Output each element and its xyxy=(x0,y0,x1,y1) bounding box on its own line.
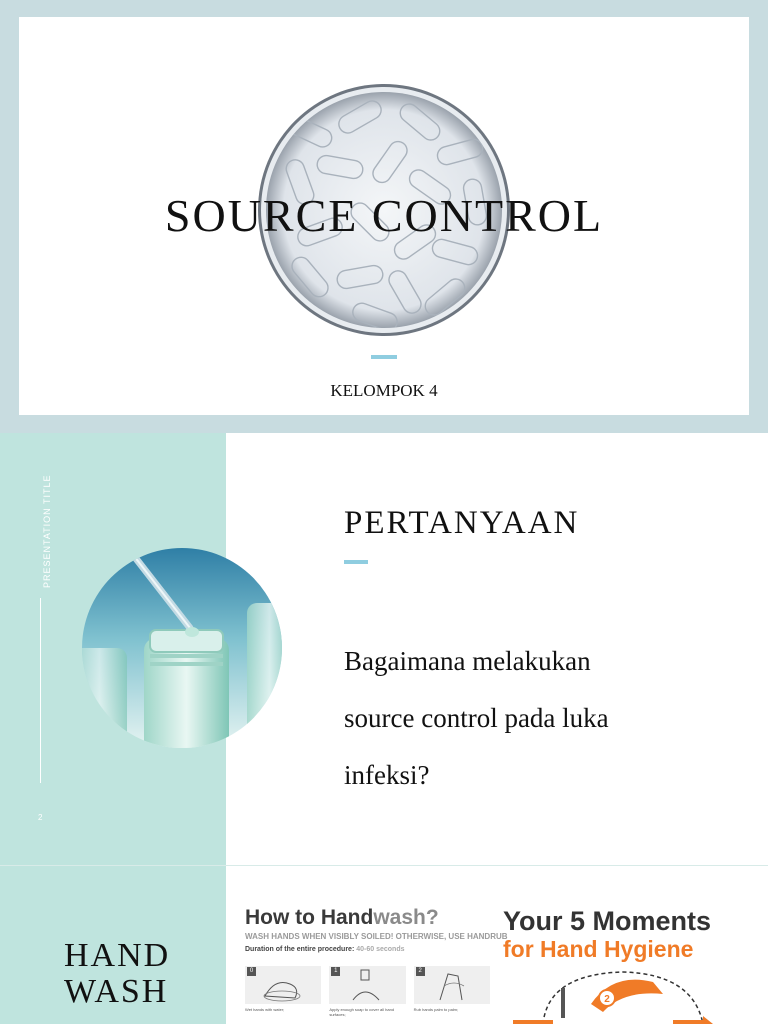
five-moments-poster xyxy=(503,906,763,1024)
poster-heading-light: wash? xyxy=(373,906,439,929)
duration-value: 40-60 seconds xyxy=(356,946,405,953)
step-rub-palms xyxy=(414,966,490,1004)
accent-bar xyxy=(344,560,368,564)
slide-2-title: PERTANYAAN xyxy=(344,505,580,541)
lab-vials-pipette-image xyxy=(82,548,282,748)
poster-steps xyxy=(245,966,490,1004)
step-wet-hands xyxy=(245,966,321,1004)
poster-heading xyxy=(245,906,495,930)
title-line: WASH xyxy=(64,973,169,1010)
question-line: source control pada luka xyxy=(344,703,609,733)
hand-hygiene-moments-diagram xyxy=(503,964,763,1024)
wet-hands-icon xyxy=(245,966,319,1004)
presentation-title-label: PRESENTATION TITLE xyxy=(42,474,52,588)
question-text xyxy=(344,633,724,804)
step-caption: Apply enough soap to cover all hand surfaces; xyxy=(329,1007,395,1017)
poster-step-captions xyxy=(245,1007,490,1017)
step-number: 2 xyxy=(416,967,425,976)
question-line: Bagaimana melakukan xyxy=(344,646,591,676)
slide-2[interactable] xyxy=(0,433,768,865)
step-caption: Rub hands palm to palm; xyxy=(413,1007,459,1012)
rub-hands-icon xyxy=(414,966,488,1004)
question-line: infeksi? xyxy=(344,760,430,790)
title-line: HAND xyxy=(64,937,171,974)
poster-duration xyxy=(245,946,495,953)
step-apply-soap xyxy=(329,966,405,1004)
teal-side-panel xyxy=(0,866,226,1024)
step-number: 0 xyxy=(247,967,256,976)
duration-label: Duration of the entire procedure: xyxy=(245,946,355,953)
how-to-handwash-poster xyxy=(245,906,508,1024)
poster-subheading: for Hand Hygiene xyxy=(503,936,694,962)
slide-3-title xyxy=(64,938,170,1010)
step-caption: Wet hands with water; xyxy=(245,1007,285,1012)
accent-bar xyxy=(371,355,397,359)
side-divider-line xyxy=(40,598,41,783)
poster-heading-dark: How to Hand xyxy=(245,906,374,929)
slide-number: 2 xyxy=(38,813,43,822)
slide-1[interactable] xyxy=(19,17,749,415)
slide-1-subtitle: KELOMPOK 4 xyxy=(330,381,438,400)
slide-1-title: SOURCE CONTROL xyxy=(164,190,604,241)
step-number: 1 xyxy=(331,967,340,976)
slide-3[interactable] xyxy=(0,865,768,1024)
soap-dispenser-icon xyxy=(329,966,403,1004)
moment-badge-number: 2 xyxy=(604,994,610,1005)
poster-subheading: WASH HANDS WHEN VISIBLY SOILED! OTHERWISE, USE HANDRUB xyxy=(245,932,508,941)
poster-heading: Your 5 Moments xyxy=(503,906,712,936)
